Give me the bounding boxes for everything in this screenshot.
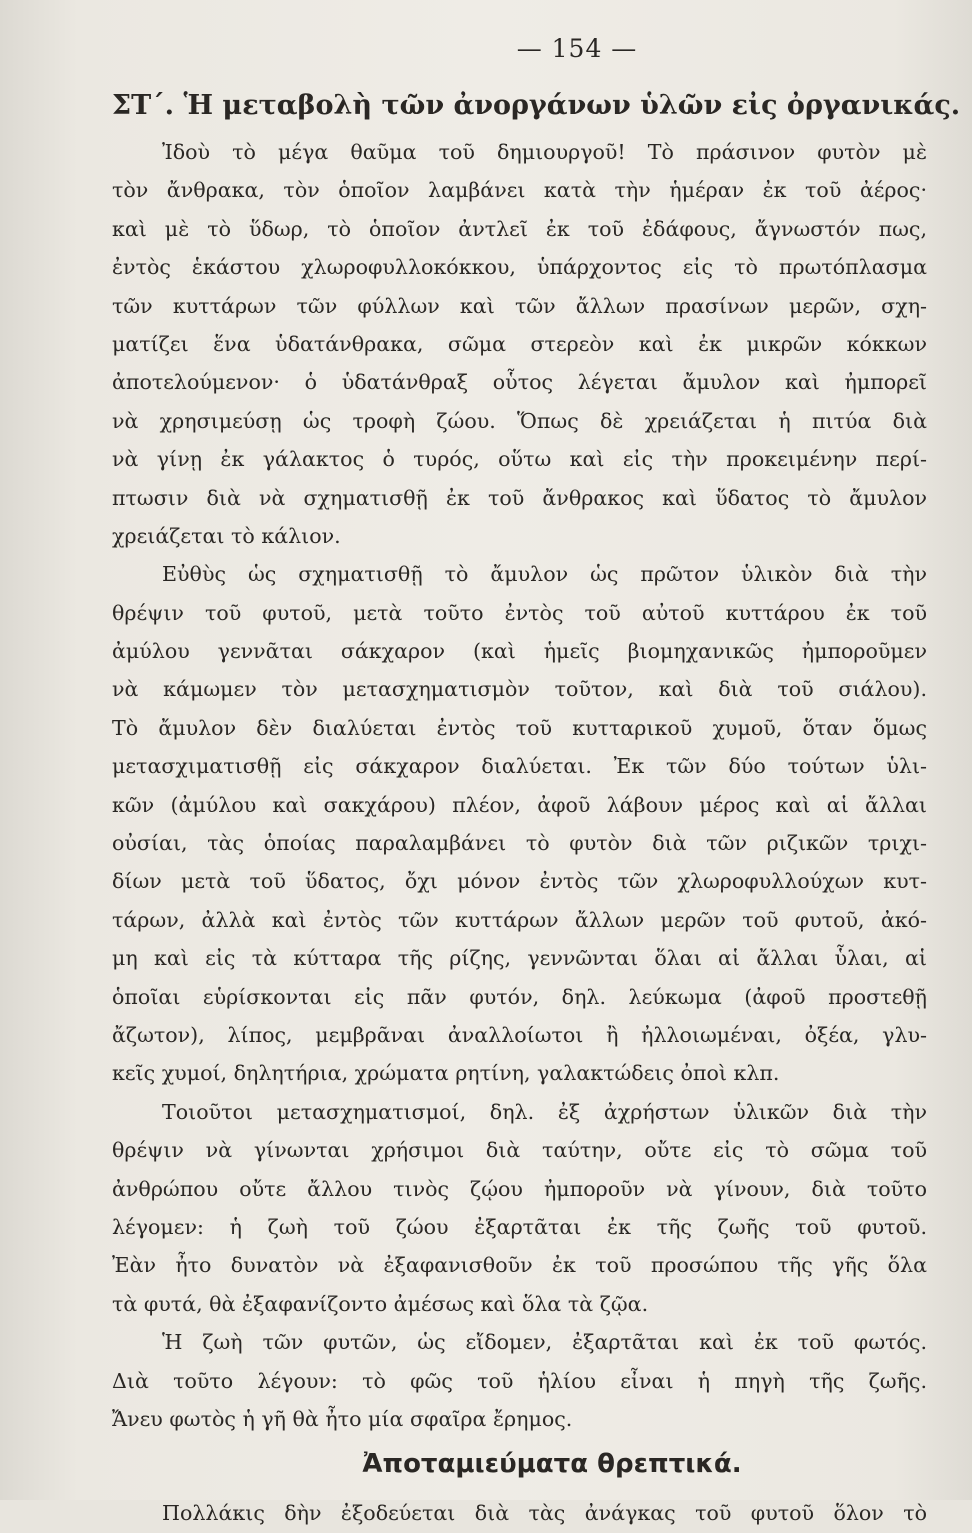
text-line: Ἰδοὺ τὸ μέγα θαῦμα τοῦ δημιουργοῦ! Τὸ πράσινον φυτὸν μὲ [162, 140, 927, 164]
text-line: Πολλάκις δὴν ἐξοδεύεται διὰ τὰς ἀνάγκας τοῦ φυτοῦ ὅλον τὸ [162, 1501, 927, 1526]
text-line: τῶν κυττάρων τῶν φύλλων καὶ τῶν ἄλλων πρασίνων μερῶν, σχη- [112, 293, 927, 318]
text-line: Τοιοῦτοι μετασχηματισμοί, δηλ. ἐξ ἀχρήστων ὑλικῶν διὰ τὴν [162, 1099, 927, 1124]
text-line: νὰ χρησιμεύσῃ ὡς τροφὴ ζώου. Ὅπως δὲ χρειάζεται ἡ πιτύα διὰ [112, 408, 927, 433]
text-line: ἀνθρώπου οὔτε ἄλλου τινὸς ζῴου ἠμποροῦν νὰ γίνουν, διὰ τοῦτο [112, 1176, 927, 1201]
text-line: Διὰ τοῦτο λέγουν: τὸ φῶς τοῦ ἡλίου εἶναι ἡ πηγὴ τῆς ζωῆς. [112, 1368, 927, 1393]
text-line: τὸν ἄνθρακα, τὸν ὁποῖον λαμβάνει κατὰ τὴν ἡμέραν ἐκ τοῦ ἀέρος· [112, 178, 927, 203]
text-line: ἄζωτον), λίπος, μεμβρᾶναι ἀναλλοίωτοι ἢ ἠλλοιωμέναι, ὀξέα, γλυ- [112, 1022, 927, 1047]
text-line: Ἄνευ φωτὸς ἡ γῆ θὰ ἦτο μία σφαῖρα ἔρημος. [112, 1406, 573, 1431]
text-line: κεῖς χυμοί, δηλητήρια, χρώματα ρητίνη, γαλακτώδεις ὀποὶ κλπ. [112, 1061, 780, 1086]
text-line: Ἡ ζωὴ τῶν φυτῶν, ὡς εἴδομεν, ἐξαρτᾶται καὶ ἐκ τοῦ φωτός. [162, 1330, 927, 1355]
text-line: μετασχιματισθῇ εἰς σάκχαρον διαλύεται. Ἐκ τῶν δύο τούτων ὑλι- [112, 754, 927, 779]
page-number: — 154 — [516, 34, 638, 63]
text-line: μη καὶ εἰς τὰ κύτταρα τῆς ρίζης, γεννῶνται ὅλαι αἱ ἄλλαι ὗλαι, αἱ [112, 946, 927, 971]
paragraph-3 [112, 1093, 932, 1323]
text-line: καὶ μὲ τὸ ὕδωρ, τὸ ὁποῖον ἀντλεῖ ἐκ τοῦ ἐδάφους, ἄγνωστόν πως, [112, 216, 927, 241]
text-line: νὰ γίνῃ ἐκ γάλακτος ὁ τυρός, οὕτω καὶ εἰς τὴν προκειμένην περί- [112, 447, 927, 472]
text-line: χρειάζεται τὸ κάλιον. [112, 523, 341, 548]
paragraph-5 [112, 1494, 932, 1532]
text-line: τάρων, ἀλλὰ καὶ ἐντὸς τῶν κυττάρων ἄλλων μερῶν τοῦ φυτοῦ, ἀκό- [112, 907, 927, 932]
text-line: οὐσίαι, τὰς ὁποίας παραλαμβάνει τὸ φυτὸν διὰ τῶν ριζικῶν τριχι- [112, 831, 927, 856]
text-line: Τὸ ἄμυλον δὲν διαλύεται ἐντὸς τοῦ κυτταρικοῦ χυμοῦ, ὅταν ὅμως [112, 715, 927, 740]
text-line: ἀμύλου γεννᾶται σάκχαρον (καὶ ἡμεῖς βιομηχανικῶς ἠμποροῦμεν [112, 639, 927, 664]
text-line: δίων μετὰ τοῦ ὕδατος, ὄχι μόνον ἐντὸς τῶν χλωροφυλλούχων κυτ- [112, 869, 927, 894]
text-line: θρέψιν τοῦ φυτοῦ, μετὰ τοῦτο ἐντὸς τοῦ αὐτοῦ κυττάρου ἐκ τοῦ [112, 600, 927, 625]
subsection-heading: Ἀποταμιεύματα θρεπτικά. [362, 1449, 742, 1480]
text-line: θρέψιν νὰ γίνωνται χρήσιμοι διὰ ταύτην, οὔτε εἰς τὸ σῶμα τοῦ [112, 1138, 927, 1163]
text-line: λέγομεν: ἡ ζωὴ τοῦ ζώου ἐξαρτᾶται ἐκ τῆς ζωῆς τοῦ φυτοῦ. [112, 1214, 927, 1239]
section-title: ΣΤ΄. Ἡ μεταβολὴ τῶν ἀνοργάνων ὑλῶν εἰς ὀργανικάς. [112, 90, 961, 121]
text-line: πτωσιν διὰ νὰ σχηματισθῇ ἐκ τοῦ ἄνθρακος καὶ ὕδατος τὸ ἄμυλον [112, 485, 927, 510]
text-line: νὰ κάμωμεν τὸν μετασχηματισμὸν τοῦτον, καὶ διὰ τοῦ σιάλου). [112, 677, 927, 702]
text-line: Εὐθὺς ὡς σχηματισθῇ τὸ ἄμυλον ὡς πρῶτον ὑλικὸν διὰ τὴν [162, 562, 927, 587]
text-line: ἐντὸς ἑκάστου χλωροφυλλοκόκκου, ὑπάρχοντος εἰς τὸ πρωτόπλασμα [112, 255, 927, 280]
paragraph-2 [112, 555, 932, 1092]
text-line: ἀποτελούμενον· ὁ ὑδατάνθραξ οὗτος λέγεται ἄμυλον καὶ ἠμπορεῖ [112, 370, 927, 395]
text-line: ματίζει ἕνα ὑδατάνθρακα, σῶμα στερεὸν καὶ ἐκ μικρῶν κόκκων [112, 331, 927, 356]
paragraph-4 [112, 1323, 932, 1438]
paragraph-1 [112, 133, 932, 555]
text-line: κῶν (ἀμύλου καὶ σακχάρου) πλέον, ἀφοῦ λάβουν μέρος καὶ αἱ ἄλλαι [112, 792, 927, 817]
text-line: ὁποῖαι εὑρίσκονται εἰς πᾶν φυτόν, δηλ. λεύκωμα (ἀφοῦ προστεθῇ [112, 984, 927, 1009]
text-line: τὰ φυτά, θὰ ἐξαφανίζοντο ἀμέσως καὶ ὅλα τὰ ζῷα. [112, 1291, 649, 1316]
text-line: Ἐὰν ἦτο δυνατὸν νὰ ἐξαφανισθοῦν ἐκ τοῦ προσώπου τῆς γῆς ὅλα [112, 1253, 927, 1278]
